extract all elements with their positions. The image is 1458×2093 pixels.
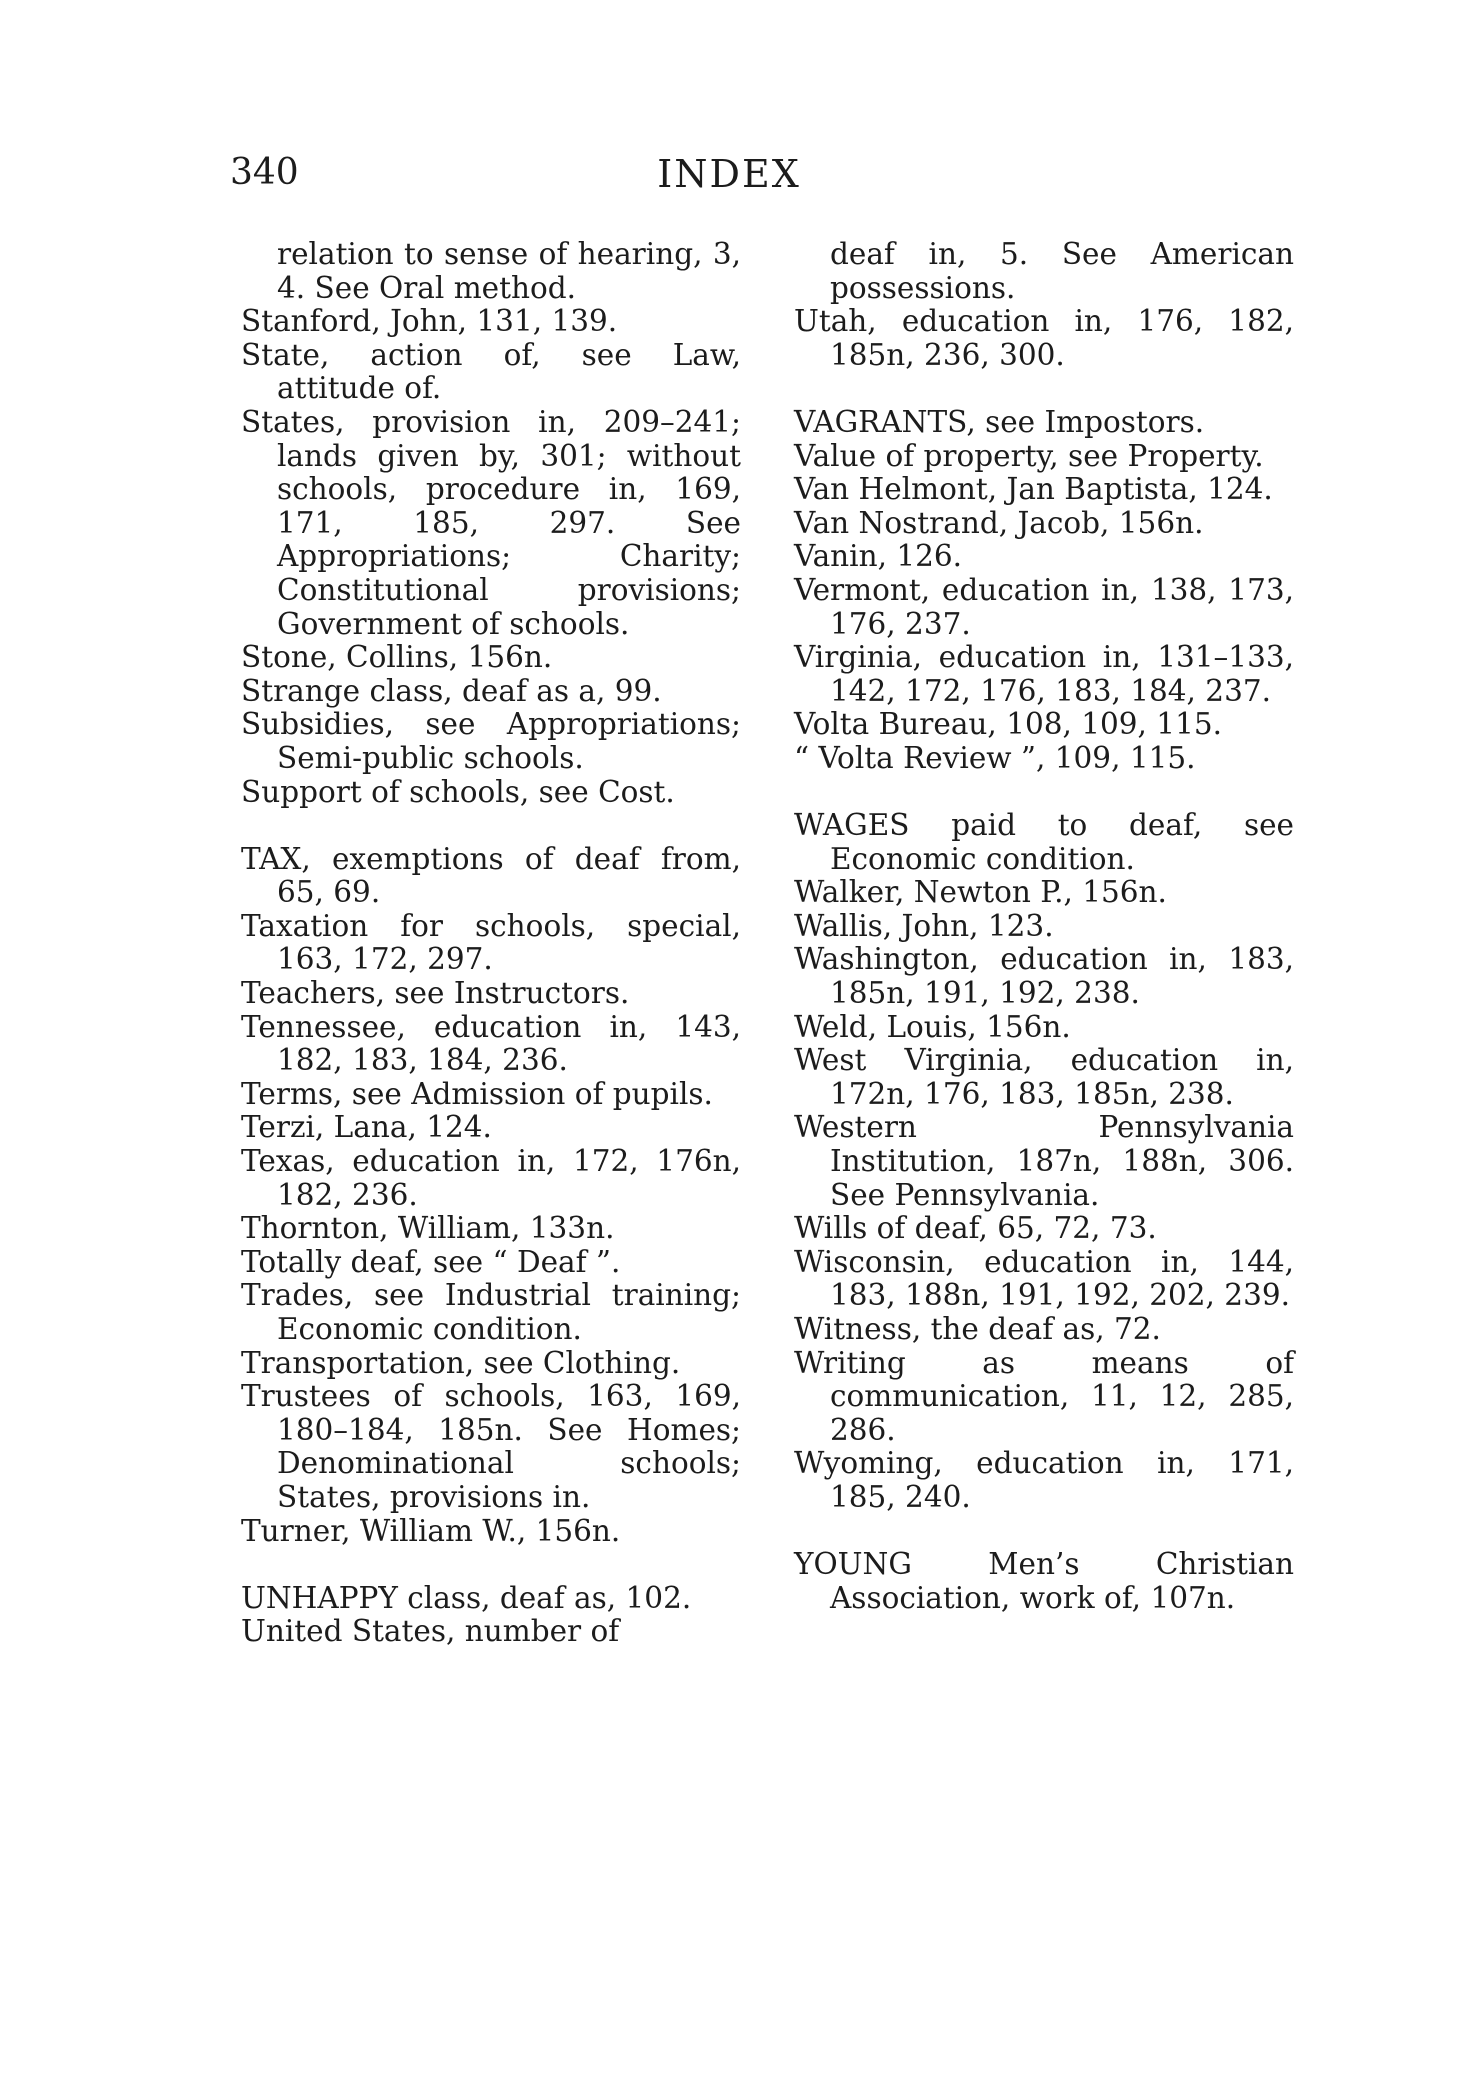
index-entry: UNHAPPY class, deaf as, 102. — [241, 1580, 692, 1615]
index-entry: relation to sense of hearing, 3, 4. See Oral method. — [277, 237, 741, 305]
section-gap — [794, 372, 1294, 406]
section-gap — [794, 1515, 1294, 1549]
index-entry: VAGRANTS, see Impostors. — [794, 404, 1205, 439]
index-entry: Teachers, see Instructors. — [241, 976, 630, 1011]
index-entry: Tennessee, education in, 143, 182, 183, 184, 236. — [241, 1009, 741, 1078]
index-entry: Vanin, 126. — [794, 539, 963, 574]
index-entry: Virginia, education in, 131–133, 142, 172, 176, 183, 184, 237. — [794, 640, 1294, 708]
index-entry: Thornton, William, 133n. — [241, 1211, 615, 1246]
index-entry: Wallis, John, 123. — [794, 908, 1054, 943]
index-entry: Western Pennsylvania Institution, 187n, 188n, 306. See Pennsylvania. — [794, 1110, 1294, 1212]
index-entry: Trustees of schools, 163, 169, 180–184, 185n. See Homes; Denominational schools; States, provisions in. — [241, 1379, 741, 1514]
index-entry: Texas, education in, 172, 176n, 182, 236. — [241, 1144, 741, 1212]
index-column-left — [241, 238, 741, 1649]
section-gap — [241, 1548, 741, 1582]
index-entry: West Virginia, education in, 172n, 176, 183, 185n, 238. — [794, 1043, 1294, 1111]
index-entry: Value of property, see Property. — [794, 438, 1264, 473]
index-entry: Trades, see Industrial training; Economic condition. — [241, 1278, 741, 1346]
index-entry: State, action of, see Law, attitude of. — [241, 337, 741, 406]
index-entry: Utah, education in, 176, 182, 185n, 236, 300. — [794, 304, 1294, 372]
index-entry: Writing as means of communication, 11, 12, 285, 286. — [794, 1345, 1294, 1447]
index-entry: Totally deaf, see “ Deaf ”. — [241, 1244, 621, 1279]
index-entry: Terzi, Lana, 124. — [241, 1110, 492, 1145]
index-entry: deaf in, 5. See American possessions. — [830, 237, 1294, 305]
index-entry: WAGES paid to deaf, see Economic condition. — [794, 808, 1294, 876]
index-entry: Terms, see Admission of pupils. — [241, 1076, 713, 1111]
index-entry: Walker, Newton P., 156n. — [794, 875, 1167, 910]
page-header — [0, 152, 1458, 200]
index-entry: States, provision in, 209–241; lands given by, 301; without schools, procedure in, 169, 171, 185, 297. See Appropriations; Charity; Constitutional provisions; Government of schools. — [241, 404, 741, 641]
index-entry: Van Helmont, Jan Baptista, 124. — [794, 472, 1273, 507]
index-entry: Taxation for schools, special, 163, 172, 297. — [241, 908, 741, 977]
index-entry: Van Nostrand, Jacob, 156n. — [794, 505, 1204, 540]
index-entry: “ Volta Review ”, 109, 115. — [794, 740, 1196, 775]
index-entry: Subsidies, see Appropriations; Semi-public schools. — [241, 707, 741, 775]
index-entry: Washington, education in, 183, 185n, 191, 192, 238. — [794, 942, 1294, 1011]
index-entry: Turner, William W., 156n. — [241, 1513, 621, 1548]
index-entry: Stanford, John, 131, 139. — [241, 304, 618, 339]
section-gap — [794, 776, 1294, 810]
index-entry: Witness, the deaf as, 72. — [794, 1312, 1161, 1346]
page-title: INDEX — [657, 152, 801, 196]
index-entry: Vermont, education in, 138, 173, 176, 237. — [794, 572, 1294, 641]
index-entry: United States, number of — [241, 1614, 620, 1649]
index-column-right — [794, 238, 1294, 1615]
index-entry: Weld, Louis, 156n. — [794, 1009, 1071, 1044]
index-entry: Strange class, deaf as a, 99. — [241, 673, 662, 708]
index-entry: Wisconsin, education in, 144, 183, 188n, 191, 192, 202, 239. — [794, 1244, 1294, 1313]
section-gap — [241, 809, 741, 843]
page-number: 340 — [230, 152, 299, 193]
index-entry: Stone, Collins, 156n. — [241, 640, 553, 675]
index-entry: Support of schools, see Cost. — [241, 774, 675, 809]
index-entry: YOUNG Men’s Christian Association, work of, 107n. — [794, 1547, 1294, 1615]
index-entry: TAX, exemptions of deaf from, 65, 69. — [241, 841, 741, 910]
index-entry: Transportation, see Clothing. — [241, 1345, 681, 1380]
index-entry: Volta Bureau, 108, 109, 115. — [794, 707, 1222, 742]
index-entry: Wills of deaf, 65, 72, 73. — [794, 1211, 1157, 1246]
index-entry: Wyoming, education in, 171, 185, 240. — [794, 1446, 1294, 1514]
